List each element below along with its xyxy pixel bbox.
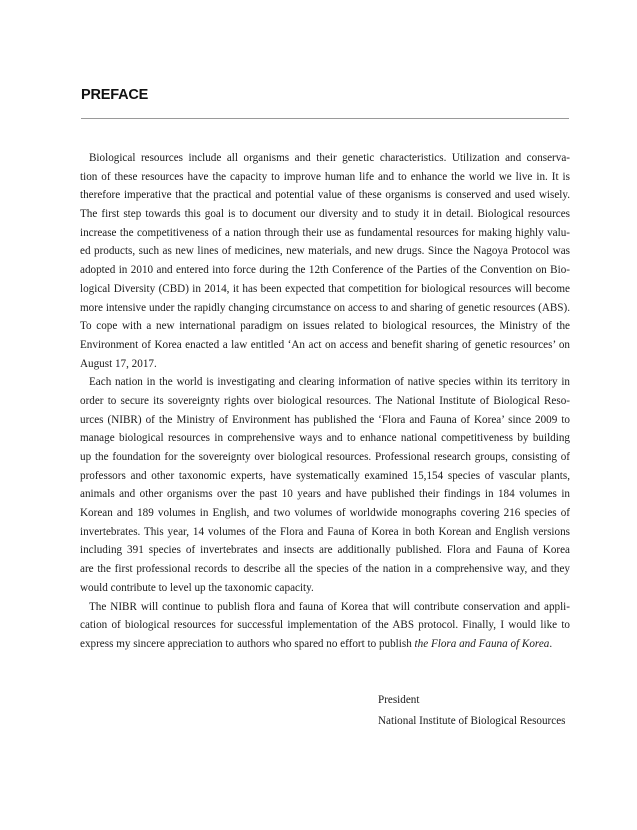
page-title: PREFACE [81,87,149,103]
paragraph-line: order to secure its sovereignty rights over biological resources. The National Institute of Biological Reso- [80,394,570,407]
paragraph-line: are the first professional records to describe all the species of the nation in a comprehensive way, and they [80,563,570,576]
book-title-italic: the Flora and Fauna of Korea [414,637,550,650]
paragraph-line: therefore imperative that the practical and potential value of these organisms is conserved and used wisely. [80,189,570,202]
paragraph-line: manage biological resources in comprehensive ways and to enhance national competitiveness by building [80,432,570,445]
paragraph-line: increase the competitiveness of a nation through their use as fundamental resources for making highly valu- [80,226,570,239]
paragraph-line: adopted in 2010 and entered into force during the 12th Conference of the Parties of the Convention on Bio- [80,264,570,277]
paragraph-line: August 17, 2017. [80,357,157,370]
preface-body [80,149,570,654]
paragraph-line: invertebrates. This year, 14 volumes of the Flora and Fauna of Korea in both Korean and English versions [80,525,570,538]
paragraph-line: The NIBR will continue to publish flora and fauna of Korea that will contribute conservation and appli- [89,600,570,613]
paragraph-1 [80,149,570,373]
paragraph-line: animals and other organisms over the past 10 years and have published their findings in 184 volumes in [80,488,570,501]
paragraph-line: up the foundation for the sovereignty over biological resources. Professional research groups, consisting of [80,451,570,463]
signature-organization: National Institute of Biological Resources [378,715,566,727]
paragraph-line: urces (NIBR) of the Ministry of Environment has published the ‘Flora and Fauna of Korea’ since 2009 to [80,413,570,426]
paragraph-2 [80,373,570,597]
paragraph-line: Korean and 189 volumes in English, and two volumes of worldwide monographs covering 216 species of [80,507,570,520]
paragraph-line: Each nation in the world is investigating and clearing information of native species within its territory in [89,376,570,389]
paragraph-line: professors and other taxonomic experts, have systematically examined 15,154 species of vascular plants, [80,469,570,482]
closing-line-period: . [549,637,553,650]
paragraph-3 [80,598,570,654]
paragraph-line: ed products, such as new lines of medicines, new materials, and new drugs. Since the Nagoya Protocol was [80,245,570,258]
paragraph-line: To cope with a new international paradigm on issues related to biological resources, the Ministry of the [80,320,570,333]
paragraph-line: The first step towards this goal is to document our diversity and to study it in detail. Biological resources [80,208,570,221]
paragraph-line: more intensive under the rapidly changing circumstance on access to and sharing of genetic resources (ABS). [80,301,570,314]
paragraph-line: would contribute to level up the taxonomic capacity. [80,581,314,594]
paragraph-line: including 391 species of invertebrates and insects are additionally published. Flora and Fauna of Korea [80,544,570,557]
title-divider [81,118,569,119]
signature-title: President [378,694,420,706]
signature-block [378,690,566,732]
paragraph-line: Biological resources include all organisms and their genetic characteristics. Utilization and conserva- [89,152,570,164]
paragraph-line: logical Diversity (CBD) in 2014, it has been expected that competition for biological resources will become [80,282,570,295]
closing-line-text: express my sincere appreciation to authors who spared no effort to publish [80,637,415,650]
paragraph-line: Environment of Korea enacted a law entitled ‘An act on access and benefit sharing of genetic resources’ on [80,338,570,351]
paragraph-closing-line [80,635,570,654]
paragraph-line: tion of these resources have the capacity to improve human life and to enhance the world we live in. It is [80,170,570,183]
paragraph-line: cation of biological resources for successful implementation of the ABS protocol. Finally, I would like to [80,619,570,632]
